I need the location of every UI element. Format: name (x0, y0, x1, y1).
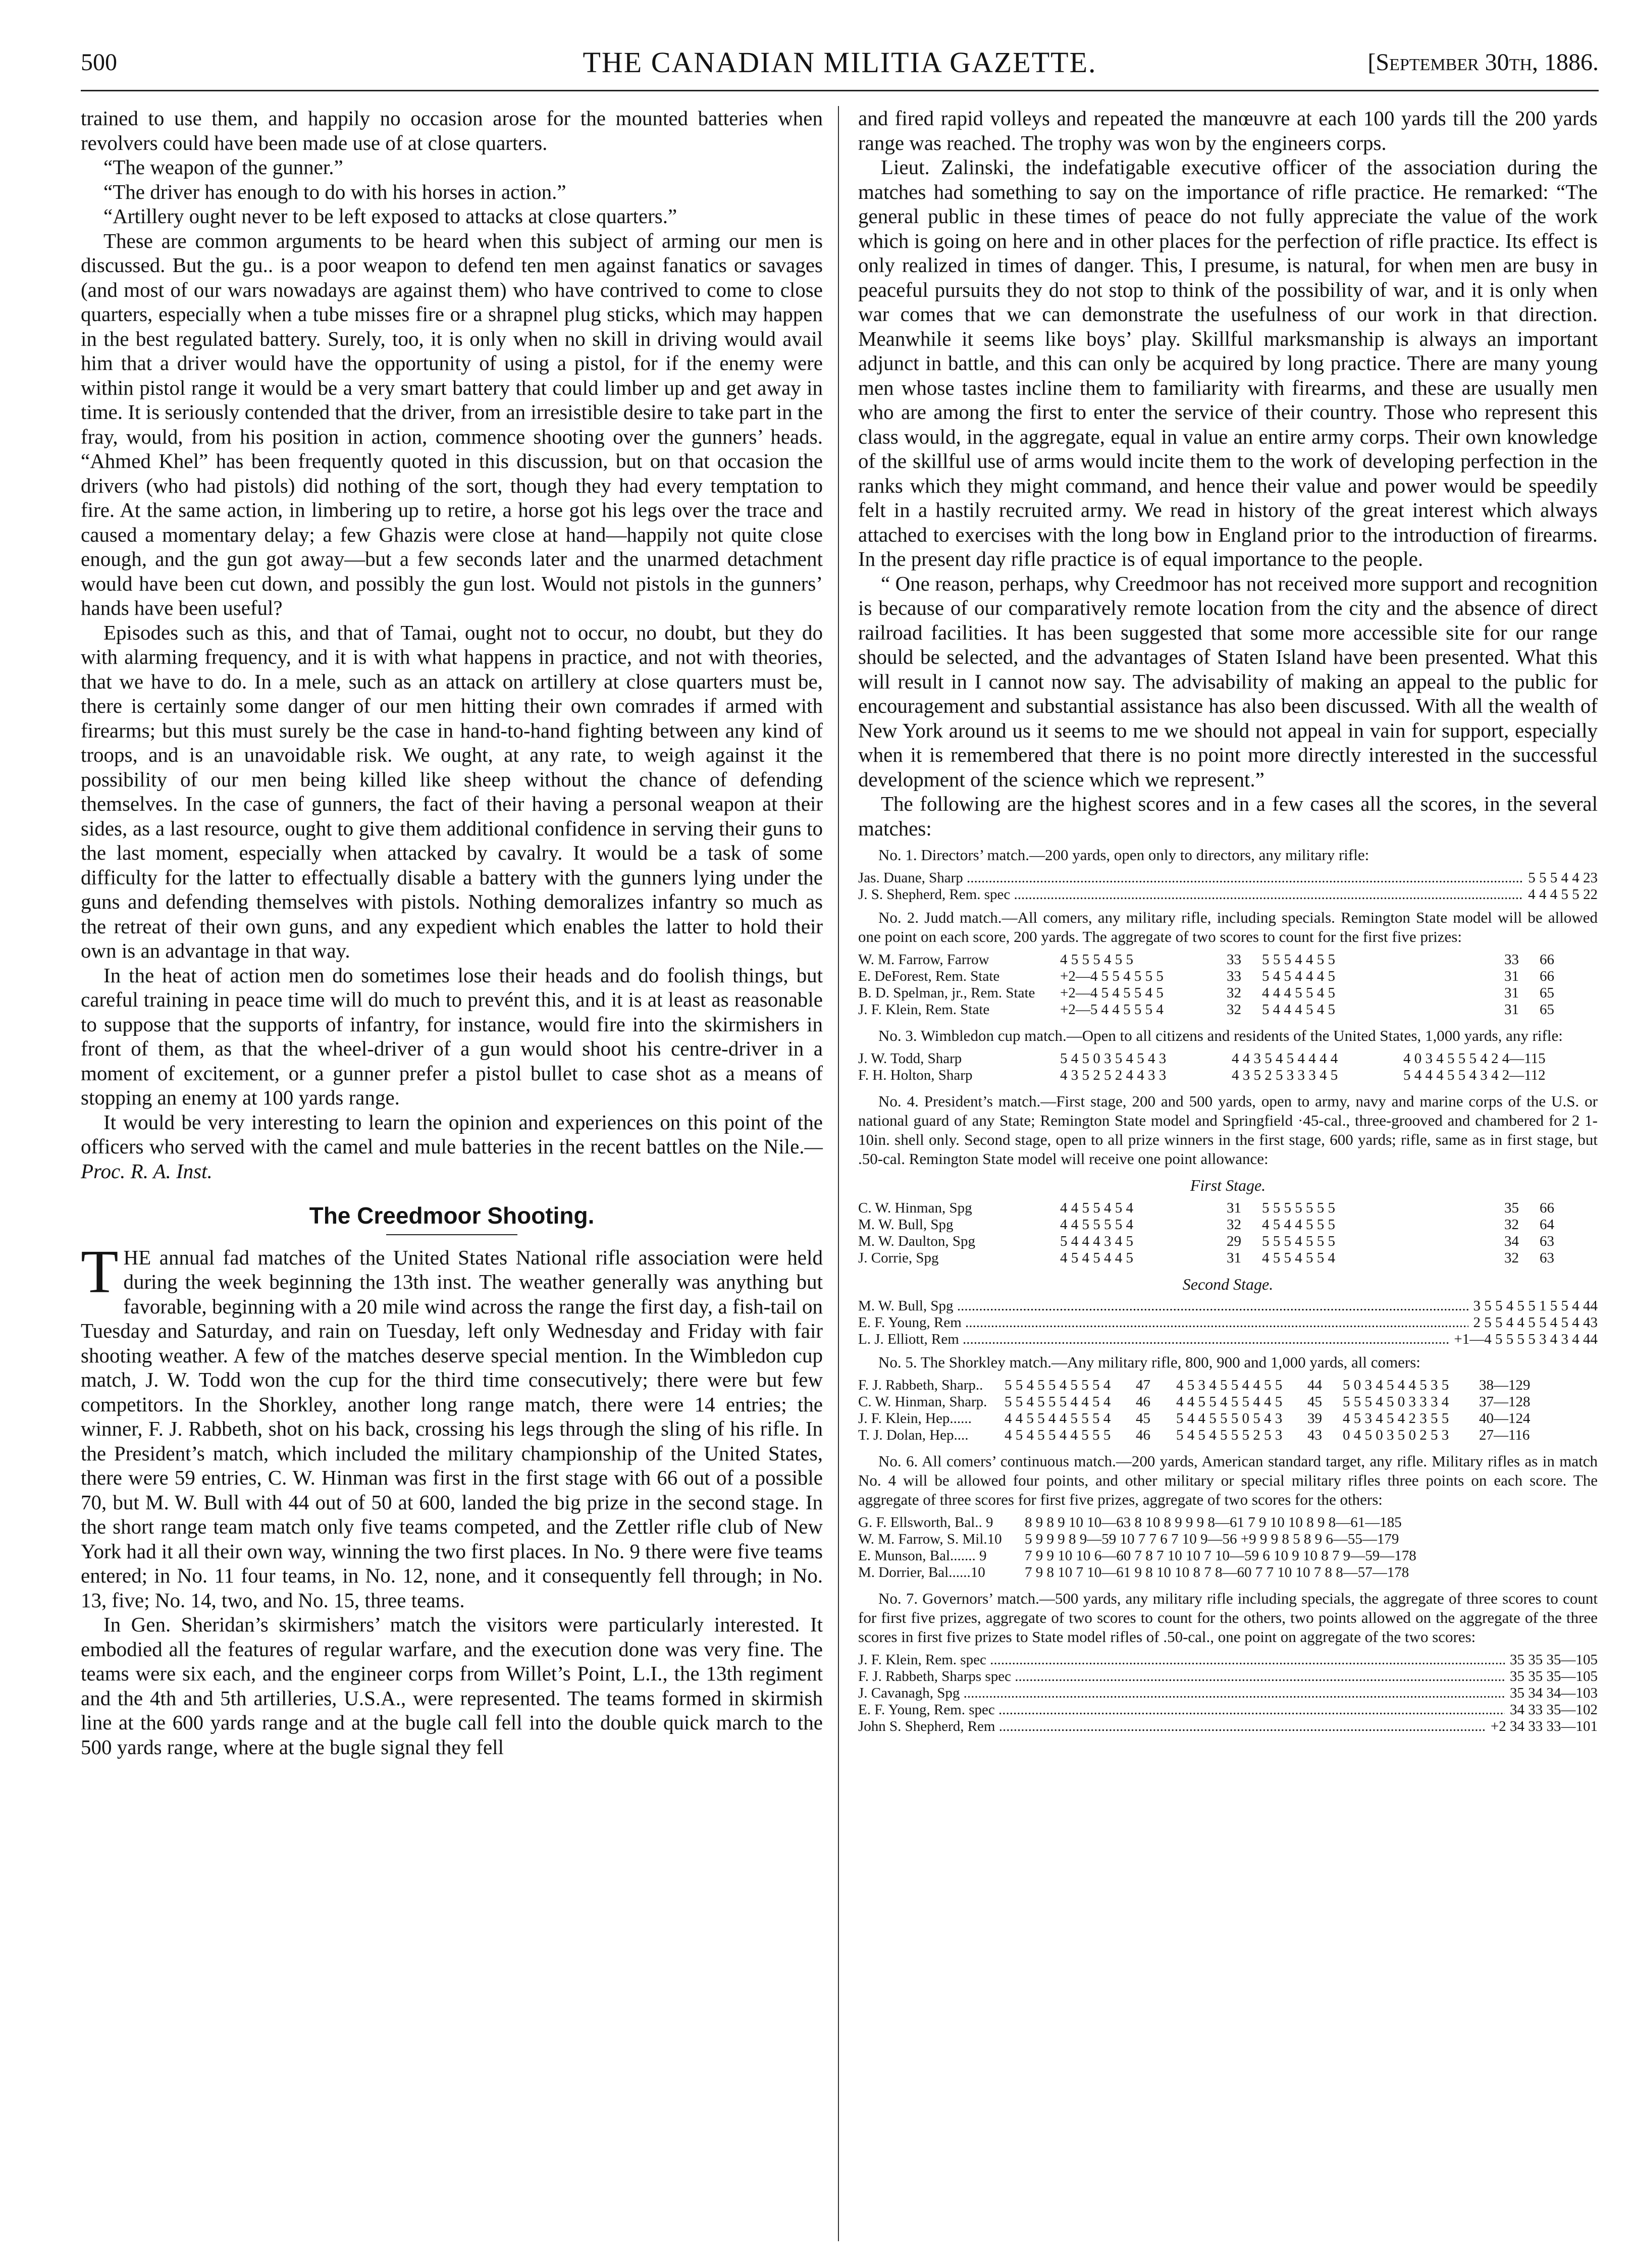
score-total: 43 (1307, 1427, 1322, 1443)
score-values: 5 5 5 4 4 5 5 (1262, 952, 1335, 968)
score-values: 4 5 4 5 4 4 5 (1060, 1250, 1133, 1266)
score-total: 39 (1307, 1410, 1322, 1427)
score-row (858, 886, 1598, 903)
score-values: 4 4 5 5 4 5 5 4 4 5 (1176, 1394, 1283, 1410)
score-row (858, 985, 1598, 1001)
score-total: 34 (1504, 1233, 1519, 1249)
score-total: 29 (1227, 1233, 1241, 1249)
score-values: 4 4 5 5 4 4 5 5 5 4 (1005, 1410, 1111, 1427)
score-total: 33 (1227, 952, 1241, 968)
score-values: 4 5 4 5 5 4 4 5 5 5 (1005, 1427, 1111, 1443)
score-values: 7 9 8 10 7 10—61 9 8 10 10 8 7 8—60 7 7 10 10 7 8 8—57—178 (1025, 1564, 1409, 1580)
score-row (858, 1067, 1598, 1084)
score-row (858, 1718, 1598, 1735)
score-values: 4 5 3 4 5 5 4 4 5 5 (1176, 1377, 1283, 1393)
score-values: 4 0 3 4 5 5 5 4 2 4—115 (1403, 1050, 1546, 1067)
issue-date: [September 30th, 1886. (1367, 49, 1599, 76)
score-values: 5 4 4 4 3 4 5 (1060, 1233, 1133, 1249)
paragraph: These are common arguments to be heard when this subject of arming our men is discussed. But the gu.. is a poor weapon to defend ten men against fanatics or savages (and most of our wars nowadays are against them) who have contrived to come to close quarters, especially when a tube misses fire or a shrapnel plug sticks, which may happen in the best regulated battery. Surely, too, it is only when no skill in driving would avail him that a driver would have the opportunity of using a pistol, for if the enemy were within pistol range it would be a very smart battery that could limber up and get away in time. It is seriously contended that the driver, from an irresistible desire to take part in the fray, would, from his position in action, commence shooting over the gunners’ heads. “Ahmed Khel” has been frequently quoted in this discussion, but on that occasion the drivers (who had pistols) did nothing of the sort, though they had every temptation to fire. At the same action, in limbering up to retire, a horse got his legs over the trace and caused a momentary delay; a few Ghazis were close at hand—happily not quite close enough, and the gun got away—but a few seconds later and the unarmed detachment would have been cut down, and possibly the gun lost. Would not pistols in the gunners’ hands have been useful? (81, 229, 823, 619)
aggregate: 38—129 (1479, 1377, 1531, 1393)
shooter-name: M. W. Bull, Spg ..... (858, 1298, 1468, 1314)
score-table (858, 1050, 1598, 1084)
score-total: 32 (1227, 985, 1241, 1001)
shooter-name: J. Corrie, Spg (858, 1250, 939, 1266)
score-total: 45 (1136, 1410, 1150, 1427)
score-total: 46 (1136, 1427, 1150, 1443)
shooter-name: J. F. Klein, Rem. spec ..... (858, 1652, 1505, 1668)
score-total: 31 (1504, 985, 1519, 1001)
score-values: +2 34 33 33—101 (1490, 1718, 1598, 1734)
paragraph: “ One reason, perhaps, why Creedmoor has not received more support and recognition is because of our comparatively remote location from the city and the absence of direct railroad facilities. It has been suggested that some more accessible site for our range should be selected, and the advantages of Staten Island have been presented. What this will result in I cannot now say. The advisability of making an appeal to the public for encouragement and substantial assistance has also been discussed. With all the wealth of New York around us it seems to me we should not appeal in vain for support, especially when it is remembered that there is no point more directly interested in the successful development of the science which we represent.” (858, 571, 1598, 791)
score-row (858, 1652, 1598, 1668)
shooter-name: T. J. Dolan, Hep.... (858, 1427, 969, 1443)
shooter-name: John S. Shepherd, Rem ..... (858, 1718, 1486, 1735)
score-values: 4 5 5 5 4 5 5 (1060, 952, 1133, 968)
score-values: 4 5 3 4 5 4 2 3 5 5 (1343, 1410, 1449, 1427)
score-values: 5 4 4 4 5 5 4 3 4 2—112 (1403, 1067, 1546, 1083)
score-values: 7 9 9 10 10 6—60 7 8 7 10 10 7 10—59 6 10 9 10 8 7 9—59—178 (1025, 1548, 1416, 1564)
shooter-name: M. W. Bull, Spg (858, 1217, 954, 1233)
paragraph: In the heat of action men do sometimes lose their heads and do foolish things, but careful training in peace time will do much to prevént this, and it is at least as reasonable to suppose that the supports of infantry, for instance, would fire into the skirmishers in front of them, as that the wheel-driver of a gun would shoot his centre-driver in a moment of excitement, or a gunner prefer a pistol bullet to case shot as a means of stopping an enemy at 100 yards range. (81, 963, 823, 1109)
aggregate: 40—124 (1479, 1410, 1531, 1427)
match-heading: No. 7. Governors’ match.—500 yards, any military rifle including specials, the aggregate of three scores to count for first five prizes, aggregate of two scores to count for the others, two points allowed on the aggregate of the three scores in first five prizes to State model rifles of .50-cal., one point on aggregate of the two scores: (858, 1590, 1598, 1646)
shooter-name: C. W. Hinman, Sharp. (858, 1394, 987, 1410)
paragraph: trained to use them, and happily no occasion arose for the mounted batteries when revolvers could have been made use of at close quarters. (81, 107, 823, 154)
score-row (858, 1531, 1598, 1548)
paragraph: Lieut. Zalinski, the indefatigable executive officer of the association during the matches had something to say on the importance of rifle practice. He remarked: “The general public in these times of peace do not fully appreciate the value of the work which is going on here and in other places for the perfection of rifle practice. Its effect is only realized in times of danger. This, I presume, is natural, for when men are busy in peaceful pursuits they do not stop to think of the possibility of war, and it is only when war comes that we can demonstrate the usefulness of our work in that direction. Meanwhile it seems like boys’ play. Skillful marksmanship is always an important adjunct in battle, and this can only be acquired by long practice. There are many young men whose tastes incline them to familiarity with firearms, and these are usually men who are among the first to enter the service of their country. Those who represent this class would, in the aggregate, equal in value an entire army corps. Their own knowledge of the skillful use of arms would incite them to the work of developing perfection in the ranks which they might command, and hence their value and power would be speedily felt in a hastily recruited army. We read in history of the great interest which always attached to exercises with the long bow in England prior to the introduction of firearms. In the present day rifle practice is of equal importance to the people. (858, 155, 1598, 570)
score-values: +1—4 5 5 5 5 3 4 3 4 44 (1454, 1331, 1598, 1347)
shooter-name: J. F. Klein, Rem. State (858, 1001, 990, 1018)
score-row (858, 1217, 1598, 1233)
paragraph: and fired rapid volleys and repeated the manœuvre at each 100 yards till the 200 yards range was reached. The trophy was won by the engineers corps. (858, 107, 1598, 154)
score-values: 5 5 5 4 5 0 3 3 3 4 (1343, 1394, 1449, 1410)
paragraph: In Gen. Sheridan’s skirmishers’ match the visitors were particularly interested. It embodied all the features of regular warfare, and the execution done was very fine. The teams were six each, and the engineer corps from Willet’s Point, L.I., the 13th regiment and the 4th and 5th artilleries, U.S.A., were represented. The teams formed in skirmish line at the 600 yards range and at the bugle call fell into the double quick march to the 500 yards range, where at the bugle signal they fell (81, 1613, 823, 1759)
aggregate: 63 (1540, 1233, 1554, 1249)
score-row (858, 1514, 1598, 1531)
score-total: 31 (1227, 1200, 1241, 1216)
score-row (858, 1298, 1598, 1314)
aggregate: 27—116 (1479, 1427, 1530, 1443)
shooter-name: E. F. Young, Rem ..... (858, 1314, 1468, 1331)
score-values: 5 0 3 4 5 4 4 5 3 5 (1343, 1377, 1449, 1393)
shooter-name: Jas. Duane, Sharp ..... (858, 870, 1523, 886)
score-row (858, 1564, 1598, 1581)
score-values: 5 5 4 5 5 5 4 4 5 4 (1005, 1394, 1111, 1410)
score-row (858, 1427, 1598, 1444)
score-values: 5 5 5 5 5 5 5 (1262, 1200, 1335, 1216)
aggregate: 66 (1540, 952, 1554, 968)
citation: —Proc. R. A. Inst. (81, 1135, 823, 1183)
match-heading: No. 6. All comers’ continuous match.—200 yards, American standard target, any rifle. Military rifles as in match No. 4 will be allowed four points, and other military or special military rifles three points on each score. The aggregate of three scores for first five prizes, aggregate of two scores for the others: (858, 1452, 1598, 1508)
paragraph: Episodes such as this, and that of Tamai, ought not to occur, no doubt, but they do with alarming frequency, and it is with what happens in practice, and not with theories, that we have to do. In a mele, such as an attack on artillery at close quarters must be, there is certainly some danger of our men hitting their own comrades if armed with firearms; but this must surely be the case in hand-to-hand fighting between any kind of troops, and is an unavoidable risk. We ought, at any rate, to weigh against it the possibility of our men being killed like sheep without the chance of defending themselves. In the case of gunners, the fact of their having a personal weapon at their sides, as a last resource, ought to give them additional confidence in serving their guns to the last moment, especially when attacked by cavalry. It would be a task of some difficulty for the latter to effectually disable a battery with the gunners lying under the guns and defending themselves with pistols. Nothing demoralizes infantry so much as the retreat of their own guns, and any expedient which enables the latter to hold their own is an advantage in that way. (81, 620, 823, 962)
shooter-name: E. DeForest, Rem. State (858, 968, 1000, 984)
shooter-name: F. J. Rabbeth, Sharps spec ..... (858, 1668, 1505, 1685)
shooter-name: J. S. Shepherd, Rem. spec ..... (858, 886, 1523, 903)
score-values: 5 4 4 4 5 4 5 (1262, 1001, 1335, 1018)
shooter-name: J. Cavanagh, Spg ..... (858, 1685, 1505, 1702)
shooter-name: M. Dorrier, Bal......10 (858, 1564, 985, 1580)
score-values: 4 5 4 4 5 5 5 (1262, 1217, 1335, 1233)
score-values: 34 33 35—102 (1510, 1702, 1598, 1718)
stage-heading: Second Stage. (1182, 1275, 1274, 1293)
score-values: 5 5 5 4 4 23 (1528, 870, 1598, 886)
score-row (858, 1702, 1598, 1718)
score-row (858, 1548, 1598, 1564)
publication-title: THE CANADIAN MILITIA GAZETTE. (583, 46, 1097, 79)
score-values: 4 4 3 5 4 5 4 4 4 4 (1232, 1050, 1338, 1067)
score-values: 5 4 5 4 4 4 5 (1262, 968, 1335, 984)
score-values: 4 4 4 5 5 22 (1528, 886, 1598, 903)
score-row (858, 1668, 1598, 1685)
page-number: 500 (81, 49, 117, 76)
shooter-name: E. Munson, Bal....... 9 (858, 1548, 987, 1564)
score-values: 35 35 35—105 (1510, 1668, 1598, 1684)
score-row (858, 1685, 1598, 1702)
score-row (858, 1050, 1598, 1067)
quotation: “Artillery ought never to be left exposed to attacks at close quarters.” (103, 204, 677, 228)
score-total: 44 (1307, 1377, 1322, 1393)
score-row (858, 1394, 1598, 1410)
shooter-name: L. J. Elliott, Rem ..... (858, 1331, 1449, 1348)
score-table (858, 952, 1598, 1018)
running-header (81, 39, 1599, 95)
score-row (858, 968, 1598, 985)
section-title: The Creedmoor Shooting. (309, 1202, 595, 1229)
match-heading: No. 3. Wimbledon cup match.—Open to all citizens and residents of the United States, 1,000 yards, any rifle: (878, 1027, 1563, 1044)
match-heading: No. 5. The Shorkley match.—Any military rifle, 800, 900 and 1,000 yards, all comers: (878, 1353, 1420, 1371)
column-divider (838, 106, 839, 2241)
score-values: +2—4 5 5 4 5 5 5 (1060, 968, 1164, 984)
header-rule (81, 90, 1599, 91)
score-values: 4 5 5 4 5 5 4 (1262, 1250, 1335, 1266)
score-row (858, 1200, 1598, 1217)
paragraph: The following are the highest scores and in a few cases all the scores, in the several matches: (858, 792, 1598, 840)
aggregate: 37—128 (1479, 1394, 1531, 1410)
score-values: 5 5 5 4 5 5 5 (1262, 1233, 1335, 1249)
shooter-name: J. F. Klein, Hep...... (858, 1410, 972, 1427)
score-listings (858, 846, 1598, 1735)
shooter-name: E. F. Young, Rem. spec ..... (858, 1702, 1505, 1718)
section-rule (386, 1234, 517, 1235)
paragraph-text: It would be very interesting to learn the opinion and experiences on this point of the officers who served with the camel and mule batteries in the recent battles on the Nile. (81, 1110, 823, 1158)
paragraph (81, 1237, 823, 1613)
score-values: 5 5 4 5 5 4 5 5 5 4 (1005, 1377, 1111, 1393)
score-values: 3 5 5 4 5 5 1 5 5 4 44 (1473, 1298, 1598, 1314)
score-row (858, 870, 1598, 886)
shooter-name: G. F. Ellsworth, Bal.. 9 (858, 1514, 993, 1531)
score-values: 35 34 34—103 (1510, 1685, 1598, 1701)
left-column (81, 106, 823, 1759)
score-row (858, 1410, 1598, 1427)
score-total: 32 (1504, 1250, 1519, 1266)
match-heading: No. 1. Directors’ match.—200 yards, open only to directors, any military rifle: (878, 846, 1369, 864)
score-values: 4 4 5 5 5 5 4 (1060, 1217, 1133, 1233)
paragraph (81, 1110, 823, 1184)
score-values: 5 4 5 0 3 5 4 5 4 3 (1060, 1050, 1167, 1067)
score-total: 35 (1504, 1200, 1519, 1216)
score-row (858, 1001, 1598, 1018)
score-total: 31 (1504, 968, 1519, 984)
aggregate: 63 (1540, 1250, 1554, 1266)
score-values: 5 4 4 5 5 5 0 5 4 3 (1176, 1410, 1283, 1427)
score-total: 31 (1504, 1001, 1519, 1018)
shooter-name: C. W. Hinman, Spg (858, 1200, 972, 1216)
paragraph-text: HE annual fad matches of the United States National rifle association were held during the week beginning the 13th inst. The weather generally was anything but favorable, beginning with a 20 mile wind across the range the first day, a fish-tail on Tuesday and Saturday, and rain on Tuesday, left only Wednesday and Friday with fair shooting weather. A few of the matches deserve special mention. In the Wimbledon cup match, J. W. Todd won the cup for the third time consecutively; there were but few competitors. In the Shorkley, another long range match, there were 14 entries; the winner, F. J. Rabbeth, shot on his back, crossing his legs through the sling of his rifle. In the President’s match, which included the military championship of the United States, there were 59 entries, C. W. Hinman was first in the first stage with 66 out of a possible 70, but M. W. Bull with 44 out of 50 at 600, landed the big prize in the second stage. In the short range team match only five teams competed, and the Zettler rifle club of New York had it all their own way, winning the two first places. In No. 9 there were five teams entered; in No. 11 four teams, in No. 12, none, and it consequently fell through; in No. 13, five; No. 14, two, and No. 15, three teams. (81, 1245, 823, 1612)
match-heading: No. 4. President’s match.—First stage, 200 and 500 yards, open to army, navy and marine corps of the U.S. or national guard of any State; Remington State model and Springfield ·45-cal., three-grooved and chambered for 2 1-10in. shell only. Second stage, open to all prize winners in the first stage, 600 yards; rifle, same as in first stage, but .50-cal. Remington State model will receive one point allowance: (858, 1092, 1598, 1168)
score-table (858, 1514, 1598, 1581)
shooter-name: W. M. Farrow, Farrow (858, 952, 989, 968)
shooter-name: J. W. Todd, Sharp (858, 1050, 962, 1067)
score-row (858, 1233, 1598, 1250)
score-values: 4 4 4 5 5 4 5 (1262, 985, 1335, 1001)
drop-cap: T (81, 1237, 119, 1306)
score-total: 32 (1227, 1001, 1241, 1018)
score-total: 46 (1136, 1394, 1150, 1410)
aggregate: 64 (1540, 1217, 1554, 1233)
score-values: 5 4 5 4 5 5 5 2 5 3 (1176, 1427, 1283, 1443)
shooter-name: F. J. Rabbeth, Sharp.. (858, 1377, 983, 1393)
score-values: 5 9 9 9 8 9—59 10 7 7 6 7 10 9—56 +9 9 9 8 5 8 9 6—55—179 (1025, 1531, 1399, 1547)
score-row (858, 952, 1598, 968)
score-total: 31 (1227, 1250, 1241, 1266)
score-row (858, 1314, 1598, 1331)
match-heading: No. 2. Judd match.—All comers, any military rifle, including specials. Remington State model will be allowed one point on each score, 200 yards. The aggregate of two scores to count for the first five prizes: (858, 909, 1598, 945)
score-table (858, 1377, 1598, 1444)
score-values: +2—4 5 4 5 5 4 5 (1060, 985, 1164, 1001)
score-total: 32 (1227, 1217, 1241, 1233)
aggregate: 66 (1540, 1200, 1554, 1216)
score-total: 32 (1504, 1217, 1519, 1233)
score-values: 4 3 5 2 5 2 4 4 3 3 (1060, 1067, 1167, 1083)
right-column (858, 106, 1598, 1735)
score-row (858, 1377, 1598, 1394)
stage-heading: First Stage. (1190, 1176, 1266, 1194)
aggregate: 65 (1540, 985, 1554, 1001)
score-row (858, 1250, 1598, 1267)
quotation: “The weapon of the gunner.” (103, 155, 343, 179)
shooter-name: B. D. Spelman, jr., Rem. State (858, 985, 1035, 1001)
score-total: 47 (1136, 1377, 1150, 1393)
quotation: “The driver has enough to do with his horses in action.” (103, 180, 566, 203)
score-total: 45 (1307, 1394, 1322, 1410)
score-values: 4 3 5 2 5 3 3 3 4 5 (1232, 1067, 1338, 1083)
score-table (858, 1200, 1598, 1267)
score-values: 0 4 5 0 3 5 0 2 5 3 (1343, 1427, 1449, 1443)
score-total: 33 (1504, 952, 1519, 968)
shooter-name: F. H. Holton, Sharp (858, 1067, 973, 1083)
aggregate: 66 (1540, 968, 1554, 984)
score-values: 4 4 5 5 4 5 4 (1060, 1200, 1133, 1216)
shooter-name: M. W. Daulton, Spg (858, 1233, 976, 1249)
aggregate: 65 (1540, 1001, 1554, 1018)
score-values: +2—5 4 4 5 5 5 4 (1060, 1001, 1164, 1018)
score-values: 8 9 8 9 10 10—63 8 10 8 9 9 9 8—61 7 9 10 10 8 9 8—61—185 (1025, 1514, 1402, 1531)
shooter-name: W. M. Farrow, S. Mil.10 (858, 1531, 1002, 1547)
score-row (858, 1331, 1598, 1348)
score-values: 35 35 35—105 (1510, 1652, 1598, 1668)
score-total: 33 (1227, 968, 1241, 984)
score-values: 2 5 5 4 4 5 5 4 5 4 43 (1473, 1314, 1598, 1331)
